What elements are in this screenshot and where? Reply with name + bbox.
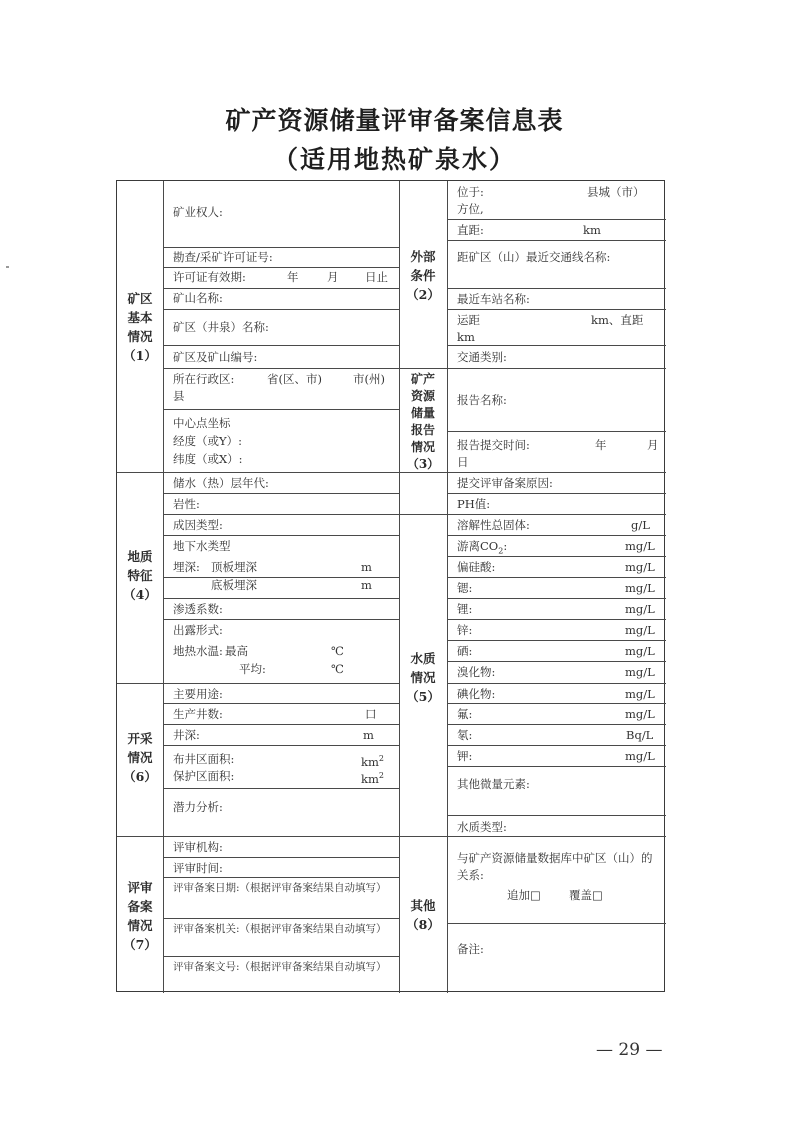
- license-valid-label: 许可证有效期:: [173, 270, 246, 284]
- day-end-text: 日止: [365, 270, 388, 284]
- month-text: 月: [647, 438, 659, 452]
- license-no-label: 勘查/采矿许可证号:: [173, 250, 273, 264]
- unit-mgl: mg/L: [625, 623, 655, 637]
- grid-line: [163, 724, 399, 725]
- grid-line: [163, 368, 399, 369]
- unit-mgl: mg/L: [625, 602, 655, 616]
- report-name-label: 报告名称:: [457, 393, 507, 407]
- grid-line: [447, 703, 666, 704]
- scan-speck: [6, 266, 9, 268]
- grid-line: [399, 368, 666, 369]
- radon-label: 氡:: [457, 728, 473, 742]
- lithology-label: 岩性:: [173, 497, 200, 511]
- se-label: 硒:: [457, 644, 473, 658]
- grid-line: [447, 683, 666, 684]
- review-time-label: 评审时间:: [173, 861, 223, 875]
- unit-mgl: mg/L: [625, 644, 655, 658]
- category-label: 地质特征（4）: [123, 549, 157, 602]
- grid-line: [447, 345, 666, 346]
- category-label: 其他（8）: [406, 898, 440, 932]
- filing-no-label: 评审备案文号:（根据评审备案结果自动填写）: [173, 961, 387, 973]
- direction-label: 方位,: [457, 202, 484, 216]
- grid-line: [447, 598, 666, 599]
- unit-kou: 口: [365, 707, 377, 721]
- grid-line: [163, 956, 399, 957]
- li-label: 锂:: [457, 602, 473, 616]
- protect-area-label: 保护区面积:: [173, 769, 235, 783]
- burial-bottom-label: 底板埋深: [211, 578, 257, 592]
- unit-mgl: mg/L: [625, 707, 655, 721]
- well-depth-label: 井深:: [173, 728, 200, 742]
- year-text: 年: [595, 438, 607, 452]
- iodide-label: 碘化物:: [457, 687, 496, 701]
- county-text: 县: [173, 389, 185, 403]
- submit-reason-label: 提交评审备案原因:: [457, 476, 553, 490]
- bromide-label: 溴化物:: [457, 665, 496, 679]
- outcrop-label: 出露形式:: [173, 623, 223, 637]
- category-label: 矿产资源储量报告情况（3）: [406, 372, 440, 471]
- center-coord-label: 中心点坐标: [173, 416, 231, 430]
- unit-m: m: [363, 728, 374, 742]
- grid-line: [447, 745, 666, 746]
- transport-dist-label: 运距: [457, 313, 480, 327]
- grid-line: [399, 181, 400, 993]
- grid-line: [447, 577, 666, 578]
- info-table: [116, 180, 665, 992]
- tds-label: 溶解性总固体:: [457, 518, 530, 532]
- unit-mgl: mg/L: [625, 539, 655, 553]
- unit-mgl: mg/L: [625, 749, 655, 763]
- well-count-label: 生产井数:: [173, 707, 223, 721]
- category-label: 评审备案情况（7）: [123, 880, 157, 952]
- water-type-label: 水质类型:: [457, 820, 507, 834]
- grid-line: [163, 535, 399, 536]
- unit-celsius: ℃: [331, 644, 344, 658]
- grid-line: [163, 247, 399, 248]
- fluorine-label: 氟:: [457, 707, 473, 721]
- area-name-label: 矿区（井泉）名称:: [173, 320, 269, 334]
- grid-line: [447, 240, 666, 241]
- grid-line: [447, 619, 666, 620]
- unit-gl: g/L: [631, 518, 650, 532]
- temp-label: 地热水温:: [173, 644, 223, 658]
- transport-km-unit: km: [457, 330, 475, 344]
- remark-label: 备注:: [457, 942, 484, 956]
- append-checkbox[interactable]: 追加□: [507, 888, 541, 902]
- grid-line: [447, 431, 666, 432]
- page-number: — 29 —: [596, 1040, 663, 1060]
- nearest-line-label: 距矿区（山）最近交通线名称:: [457, 250, 611, 264]
- aquifer-age-label: 储水（热）层年代:: [173, 476, 269, 490]
- grid-line: [447, 724, 666, 725]
- main-use-label: 主要用途:: [173, 687, 223, 701]
- grid-line: [447, 219, 666, 220]
- grid-line: [117, 836, 399, 837]
- unit-km: km: [583, 223, 601, 237]
- co2-label: 游离$CO_2$:: [457, 539, 508, 556]
- unit-celsius: ℃: [331, 662, 344, 676]
- grid-line: [447, 640, 666, 641]
- unit-mgl: mg/L: [625, 581, 655, 595]
- burial-label: 埋深:: [173, 560, 200, 574]
- grid-line: [447, 288, 666, 289]
- grid-line: [117, 683, 399, 684]
- grid-line: [447, 923, 666, 924]
- grid-line: [163, 745, 399, 746]
- grid-line: [163, 877, 399, 878]
- category-label: 矿区基本情况（1）: [123, 291, 157, 363]
- grid-line: [447, 309, 666, 310]
- grid-line: [447, 661, 666, 662]
- grid-line: [447, 815, 666, 816]
- located-label: 位于:: [457, 185, 484, 199]
- grid-line: [163, 493, 399, 494]
- relation-label: 与矿产资源储量数据库中矿区（山）的关系:: [457, 851, 653, 882]
- grid-line: [163, 514, 399, 515]
- transport-type-label: 交通类别:: [457, 350, 507, 364]
- category-label: 水质情况（5）: [406, 651, 440, 704]
- unit-mgl: mg/L: [625, 687, 655, 701]
- well-area-label: 布井区面积:: [173, 752, 235, 766]
- grid-line: [447, 181, 448, 993]
- year-text: 年: [287, 270, 299, 284]
- city-text: 市(州): [353, 372, 385, 386]
- grid-line: [163, 619, 399, 620]
- unit-m: m: [361, 578, 372, 592]
- metasilicic-label: 偏硅酸:: [457, 560, 496, 574]
- unit-m: m: [361, 560, 372, 574]
- grid-line: [163, 288, 399, 289]
- grid-line: [163, 267, 399, 268]
- filing-date-label: 评审备案日期:（根据评审备案结果自动填写）: [173, 882, 387, 894]
- category-label: 外部条件（2）: [406, 249, 440, 302]
- trace-label: 其他微量元素:: [457, 777, 530, 791]
- transport-km-text: km、直距: [591, 313, 644, 327]
- admin-region-label: 所在行政区:: [173, 372, 235, 386]
- area-no-label: 矿区及矿山编号:: [173, 350, 258, 364]
- grid-line: [163, 857, 399, 858]
- nearest-station-label: 最近车站名称:: [457, 292, 530, 306]
- grid-line: [163, 703, 399, 704]
- grid-line: [163, 788, 399, 789]
- filing-org-label: 评审备案机关:（根据评审备案结果自动填写）: [173, 923, 387, 935]
- review-org-label: 评审机构:: [173, 840, 223, 854]
- grid-line: [117, 472, 399, 473]
- latitude-label: 纬度（或X）:: [173, 452, 243, 466]
- unit-km2: $km^2$: [361, 771, 384, 786]
- grid-line: [163, 309, 399, 310]
- grid-line: [447, 766, 666, 767]
- form-subtitle: （适用地热矿泉水）: [272, 145, 516, 174]
- grid-line: [163, 918, 399, 919]
- grid-line: [163, 181, 164, 993]
- mine-owner-label: 矿业权人:: [173, 205, 223, 219]
- report-time-label: 报告提交时间:: [457, 438, 530, 452]
- overlay-checkbox[interactable]: 覆盖□: [569, 888, 603, 902]
- grid-line: [399, 836, 666, 837]
- longitude-label: 经度（或Y）:: [173, 434, 242, 448]
- burial-top-label: 顶板埋深: [211, 560, 257, 574]
- potassium-label: 钾:: [457, 749, 473, 763]
- unit-mgl: mg/L: [625, 560, 655, 574]
- zn-label: 锌:: [457, 623, 473, 637]
- genesis-label: 成因类型:: [173, 518, 223, 532]
- form-title: 矿产资源储量评审备案信息表: [225, 106, 564, 135]
- county-city-text: 县城（市）: [587, 185, 645, 199]
- month-text: 月: [327, 270, 339, 284]
- grid-line: [163, 345, 399, 346]
- permeability-label: 渗透系数:: [173, 602, 223, 616]
- straight-dist-label: 直距:: [457, 223, 484, 237]
- mine-name-label: 矿山名称:: [173, 291, 223, 305]
- grid-line: [163, 409, 399, 410]
- grid-line: [447, 493, 666, 494]
- grid-line: [163, 598, 399, 599]
- unit-mgl: mg/L: [625, 665, 655, 679]
- unit-km2: $km^2$: [361, 754, 384, 769]
- day-text: 日: [457, 455, 469, 469]
- gw-type-label: 地下水类型: [173, 539, 231, 553]
- grid-line: [399, 514, 666, 515]
- province-text: 省(区、市): [267, 372, 322, 386]
- temp-max-label: 最高: [225, 644, 248, 658]
- sr-label: 锶:: [457, 581, 473, 595]
- temp-avg-label: 平均:: [239, 662, 266, 676]
- grid-line: [447, 535, 666, 536]
- category-label: 开采情况（6）: [123, 731, 157, 784]
- ph-label: PH值:: [457, 497, 491, 511]
- potential-label: 潜力分析:: [173, 800, 223, 814]
- unit-bql: Bq/L: [626, 728, 654, 742]
